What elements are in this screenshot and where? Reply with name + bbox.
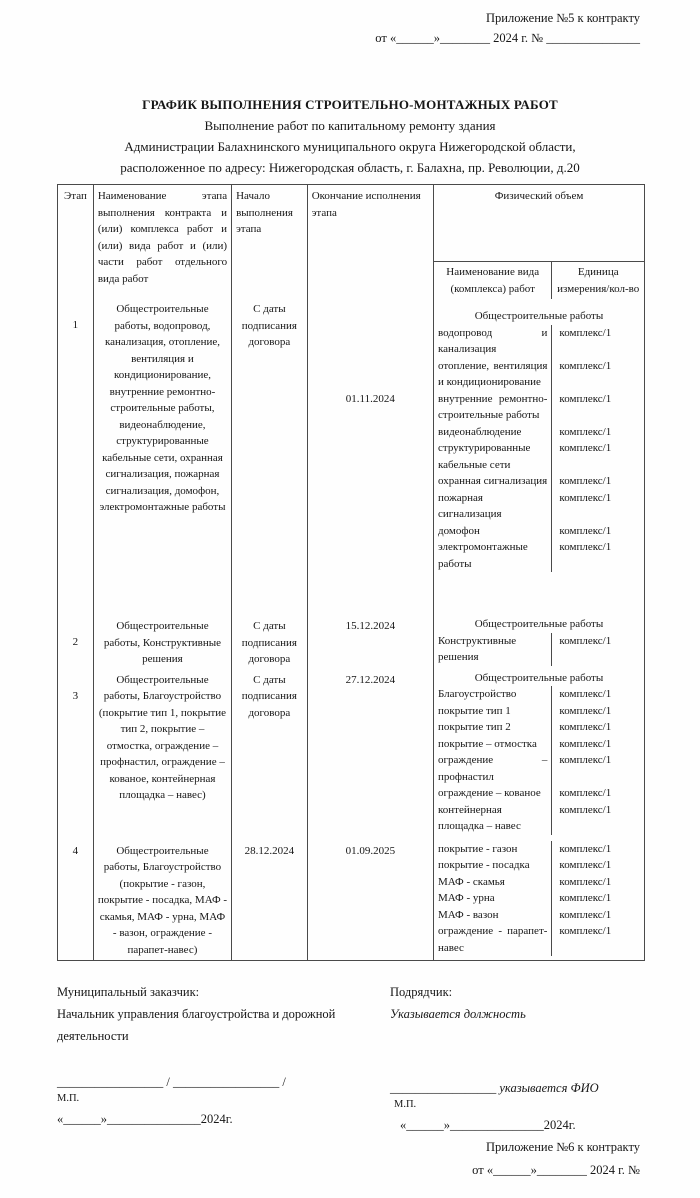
contractor-signature-line: _________________ указывается ФИО — [390, 1081, 599, 1095]
physical-item-row — [434, 841, 644, 858]
physical-item-name: отопление, вентиляция и кондиционирование — [438, 359, 548, 388]
document-subtitle-2: Администрации Балахнинского муниципального округа Нижегородской области, — [124, 139, 576, 154]
contractor-stamp-label: М.П. — [394, 1099, 417, 1110]
document-title: ГРАФИК ВЫПОЛНЕНИЯ СТРОИТЕЛЬНО-МОНТАЖНЫХ РАБОТ — [142, 97, 558, 112]
physical-item-row — [434, 785, 644, 802]
physical-item-unit: комплекс/1 — [551, 523, 644, 540]
document-subtitle-1: Выполнение работ по капитальному ремонту здания — [204, 118, 496, 133]
physical-item-unit: комплекс/1 — [551, 719, 644, 736]
physical-item-name: МАФ - урна — [438, 892, 495, 904]
physical-group-label: Общестроительные работы — [474, 618, 604, 630]
physical-item-unit: комплекс/1 — [551, 752, 644, 785]
physical-item-unit: комплекс/1 — [551, 736, 644, 753]
stage-description: Общестроительные работы, водопровод, канализация, отопление, вентиляция и кондиционирование, внутренние ремонтно-строительные работы, видеонаблюдение, структурированные кабельные сети, охранная сигнализация, пожарная сигнализация, домофон, электромонтажные работы — [93, 299, 231, 616]
contractor-date-line: «______»_______________2024г. — [400, 1118, 576, 1132]
stage-end: 01.09.2025 — [307, 841, 433, 961]
physical-item-unit: комплекс/1 — [551, 424, 644, 441]
physical-item-name: ограждение – профнастил — [438, 754, 548, 783]
physical-item-name: покрытие тип 2 — [438, 721, 511, 733]
physical-item-name: водопровод и канализация — [438, 326, 548, 355]
customer-signature-block — [57, 1073, 390, 1135]
physical-item-row — [434, 424, 644, 441]
physical-item-row — [434, 440, 644, 473]
physical-item-unit: комплекс/1 — [551, 473, 644, 490]
appendix-bottom-date-line: от «______»________ 2024 г. № — [472, 1163, 640, 1177]
physical-item-unit: комплекс/1 — [551, 785, 644, 802]
physical-item-row — [434, 539, 644, 572]
physical-group-label: Общестроительные работы — [474, 671, 604, 684]
physical-item-unit: комплекс/1 — [551, 857, 644, 874]
appendix-header — [0, 0, 700, 48]
physical-item-row — [434, 473, 644, 490]
customer-block — [57, 981, 390, 1047]
physical-item-row — [434, 391, 644, 424]
contractor-name: Указывается должность — [390, 1007, 526, 1021]
physical-item-row — [434, 907, 644, 924]
stage-number: 2 — [72, 636, 79, 648]
stage-physical-volume — [433, 841, 644, 961]
customer-signature-line: _________________ / _________________ / — [57, 1075, 286, 1089]
physical-item-row — [434, 490, 644, 523]
physical-item-unit: комплекс/1 — [551, 391, 644, 424]
physical-item-name: покрытие – отмостка — [438, 737, 537, 750]
stage-physical-volume — [433, 670, 644, 841]
signature-section — [57, 981, 645, 1135]
physical-item-unit: комплекс/1 — [551, 874, 644, 891]
header-stage-name: Наименование этапа выполнения контракта и (или) комплекса работ и (или) вида работ и (или) части работ отдельного вида работ — [93, 185, 231, 299]
physical-item-row — [434, 890, 644, 907]
physical-item-unit: комплекс/1 — [551, 802, 644, 835]
physical-item-name: ограждение - парапет-навес — [438, 925, 548, 954]
stage-start: С даты подписания договора — [231, 299, 307, 616]
physical-item-row — [434, 874, 644, 891]
physical-item-unit: комплекс/1 — [551, 440, 644, 473]
physical-item-name: структурированные кабельные сети — [438, 442, 531, 471]
physical-item-unit: комплекс/1 — [551, 539, 644, 572]
appendix-title: Приложение №5 к контракту — [486, 11, 640, 25]
stage-number: 3 — [72, 689, 79, 702]
stage-end: 27.12.2024 — [307, 670, 433, 841]
physical-item-row — [434, 633, 644, 666]
table-header-row — [58, 185, 644, 299]
stage-physical-volume — [433, 299, 644, 616]
appendix-footer — [472, 1136, 640, 1182]
header-stage: Этап — [64, 190, 87, 202]
contractor-signature-block — [390, 1073, 645, 1135]
physical-item-unit: комплекс/1 — [551, 358, 644, 391]
physical-item-name: видеонаблюдение — [438, 425, 522, 438]
physical-volume-subheader — [434, 261, 644, 299]
table-row — [58, 841, 644, 961]
physical-item-name: покрытие тип 1 — [438, 704, 511, 717]
physical-item-unit: комплекс/1 — [551, 325, 644, 358]
physical-item-row — [434, 686, 644, 703]
customer-name: Начальник управления благоустройства и дорожной деятельности — [57, 1007, 336, 1043]
physical-item-name: Конструктивные решения — [438, 634, 517, 663]
physical-name-label: Наименование вида (комплекса) работ — [446, 266, 540, 295]
physical-unit-label: Единица измерения/кол-во — [551, 262, 644, 299]
stage-end: 01.11.2024 — [307, 299, 433, 616]
contractor-label: Подрядчик: — [390, 985, 453, 999]
stage-start: С даты подписания договора — [231, 670, 307, 841]
physical-item-row — [434, 523, 644, 540]
stage-number: 4 — [72, 844, 79, 857]
physical-item-unit: комплекс/1 — [551, 703, 644, 720]
physical-item-row — [434, 719, 644, 736]
stage-description: Общестроительные работы, Благоустройство (покрытие - газон, покрытие - посадка, МАФ - скамья, МАФ - урна, МАФ - вазон, ограждение - парапет-навес) — [93, 841, 231, 961]
physical-item-name: покрытие - посадка — [438, 859, 530, 871]
contractor-signature-note: указывается ФИО — [499, 1081, 599, 1095]
table-row — [58, 616, 644, 670]
document-title-block — [0, 94, 700, 178]
physical-item-unit: комплекс/1 — [551, 923, 644, 956]
table-row — [58, 670, 644, 841]
header-physical-volume — [433, 185, 644, 299]
physical-item-name: Благоустройство — [438, 688, 517, 700]
physical-item-unit: комплекс/1 — [551, 633, 644, 666]
table-row — [58, 299, 644, 616]
physical-item-name: ограждение – кованое — [438, 787, 541, 799]
appendix-bottom-title: Приложение №6 к контракту — [486, 1140, 640, 1154]
stage-description: Общестроительные работы, Благоустройство (покрытие тип 1, покрытие тип 2, покрытие – отмостка, ограждение – профнастил, ограждение – кованое, контейнерная площадка – навес) — [93, 670, 231, 841]
physical-group-label: Общестроительные работы — [474, 310, 604, 322]
physical-item-name: контейнерная площадка – навес — [438, 803, 521, 832]
schedule-table — [57, 184, 645, 961]
physical-item-name: пожарная сигнализация — [438, 491, 502, 520]
physical-item-unit: комплекс/1 — [551, 841, 644, 858]
physical-item-row — [434, 802, 644, 835]
physical-volume-label: Физический объем — [494, 190, 584, 202]
customer-stamp-label: М.П. — [57, 1093, 80, 1104]
customer-label: Муниципальный заказчик: — [57, 985, 200, 999]
stage-start: 28.12.2024 — [231, 841, 307, 961]
appendix-date-line: от «______»________ 2024 г. № _______________ — [375, 31, 640, 45]
physical-item-row — [434, 358, 644, 391]
physical-item-unit: комплекс/1 — [551, 907, 644, 924]
document-subtitle-3: расположенное по адресу: Нижегородская область, г. Балахна, пр. Революции, д.20 — [120, 160, 580, 175]
physical-item-name: домофон — [438, 524, 480, 537]
stage-number: 1 — [72, 319, 79, 331]
physical-item-name: МАФ - скамья — [438, 875, 505, 888]
physical-item-name: покрытие - газон — [438, 842, 518, 855]
stage-end: 15.12.2024 — [307, 616, 433, 670]
physical-item-name: охранная сигнализация — [438, 475, 548, 487]
stage-start: С даты подписания договора — [231, 616, 307, 670]
physical-item-unit: комплекс/1 — [551, 490, 644, 523]
contractor-block — [390, 981, 645, 1047]
header-start: Начало выполнения этапа — [231, 185, 307, 299]
stage-description: Общестроительные работы, Конструктивные решения — [93, 616, 231, 670]
physical-item-name: МАФ - вазон — [438, 908, 499, 921]
physical-item-row — [434, 703, 644, 720]
physical-item-name: внутренние ремонтно-строительные работы — [438, 392, 548, 421]
stage-physical-volume — [433, 616, 644, 670]
physical-item-row — [434, 752, 644, 785]
physical-item-unit: комплекс/1 — [551, 686, 644, 703]
table-body — [58, 299, 644, 960]
header-end: Окончание исполнения этапа — [307, 185, 433, 299]
physical-item-row — [434, 736, 644, 753]
physical-item-row — [434, 857, 644, 874]
physical-item-name: электромонтажные работы — [438, 541, 528, 570]
physical-item-unit: комплекс/1 — [551, 890, 644, 907]
physical-item-row — [434, 923, 644, 956]
physical-item-row — [434, 325, 644, 358]
customer-date-line: «______»_______________2024г. — [57, 1112, 233, 1126]
